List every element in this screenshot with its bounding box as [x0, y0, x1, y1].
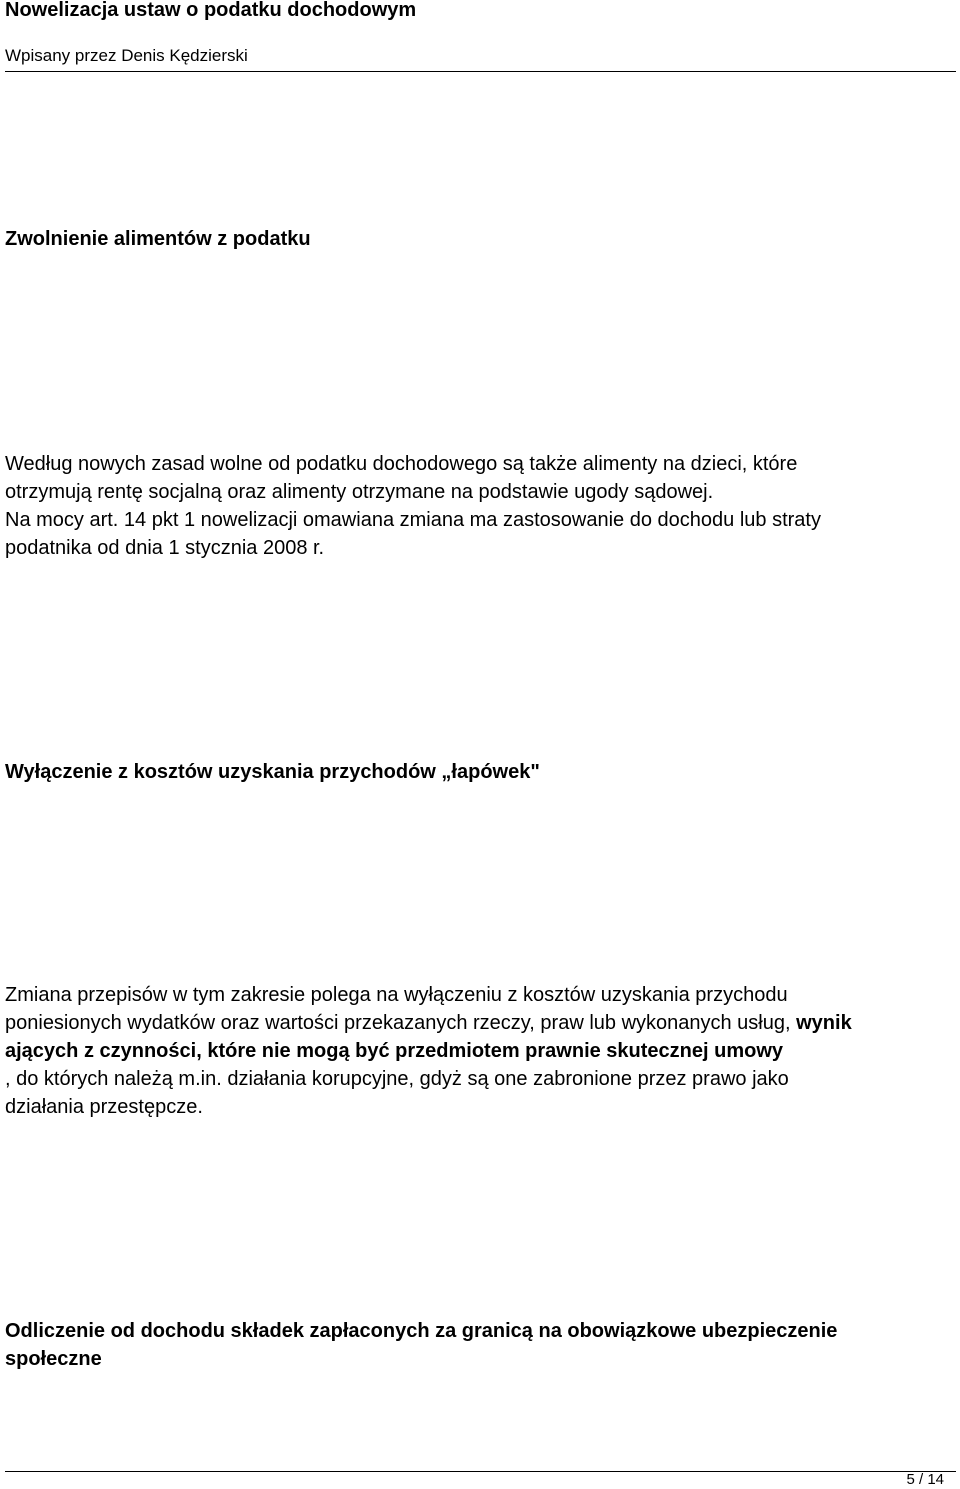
section-heading-bribes: Wyłączenie z kosztów uzyskania przychodów „łapówek"	[5, 761, 540, 783]
paragraph-line	[5, 1009, 957, 1037]
paragraph-line: , do których należą m.in. działania korupcyjne, gdyż są one zabronione przez prawo jako	[5, 1068, 789, 1090]
paragraph-alimony	[5, 450, 957, 562]
paragraph-emphasis: wynik	[796, 1012, 852, 1034]
page-title: Nowelizacja ustaw o podatku dochodowym	[5, 0, 417, 21]
heading-line: społeczne	[5, 1348, 102, 1370]
section-heading-contributions	[5, 1317, 837, 1373]
paragraph-bribes	[5, 981, 957, 1121]
paragraph-line: podatnika od dnia 1 stycznia 2008 r.	[5, 537, 325, 559]
page-number: 5 / 14	[906, 1471, 944, 1488]
heading-line: Odliczenie od dochodu składek zapłaconych za granicą na obowiązkowe ubezpieczenie	[5, 1320, 838, 1342]
paragraph-line: Zmiana przepisów w tym zakresie polega na wyłączeniu z kosztów uzyskania przychodu	[5, 984, 788, 1006]
paragraph-text: poniesionych wydatków oraz wartości przekazanych rzeczy, praw lub wykonanych usług,	[5, 1012, 797, 1034]
paragraph-line: otrzymują rentę socjalną oraz alimenty otrzymane na podstawie ugody sądowej.	[5, 481, 714, 503]
header-rule	[5, 71, 956, 72]
footer-rule	[5, 1471, 956, 1472]
paragraph-line: Na mocy art. 14 pkt 1 nowelizacji omawiana zmiana ma zastosowanie do dochodu lub straty	[5, 509, 821, 531]
paragraph-line: działania przestępcze.	[5, 1096, 203, 1118]
section-heading-alimony: Zwolnienie alimentów z podatku	[5, 228, 311, 250]
author-line: Wpisany przez Denis Kędzierski	[5, 46, 248, 65]
paragraph-line: Według nowych zasad wolne od podatku dochodowego są także alimenty na dzieci, które	[5, 453, 798, 475]
paragraph-emphasis: ających z czynności, które nie mogą być przedmiotem prawnie skutecznej umowy	[5, 1040, 784, 1062]
